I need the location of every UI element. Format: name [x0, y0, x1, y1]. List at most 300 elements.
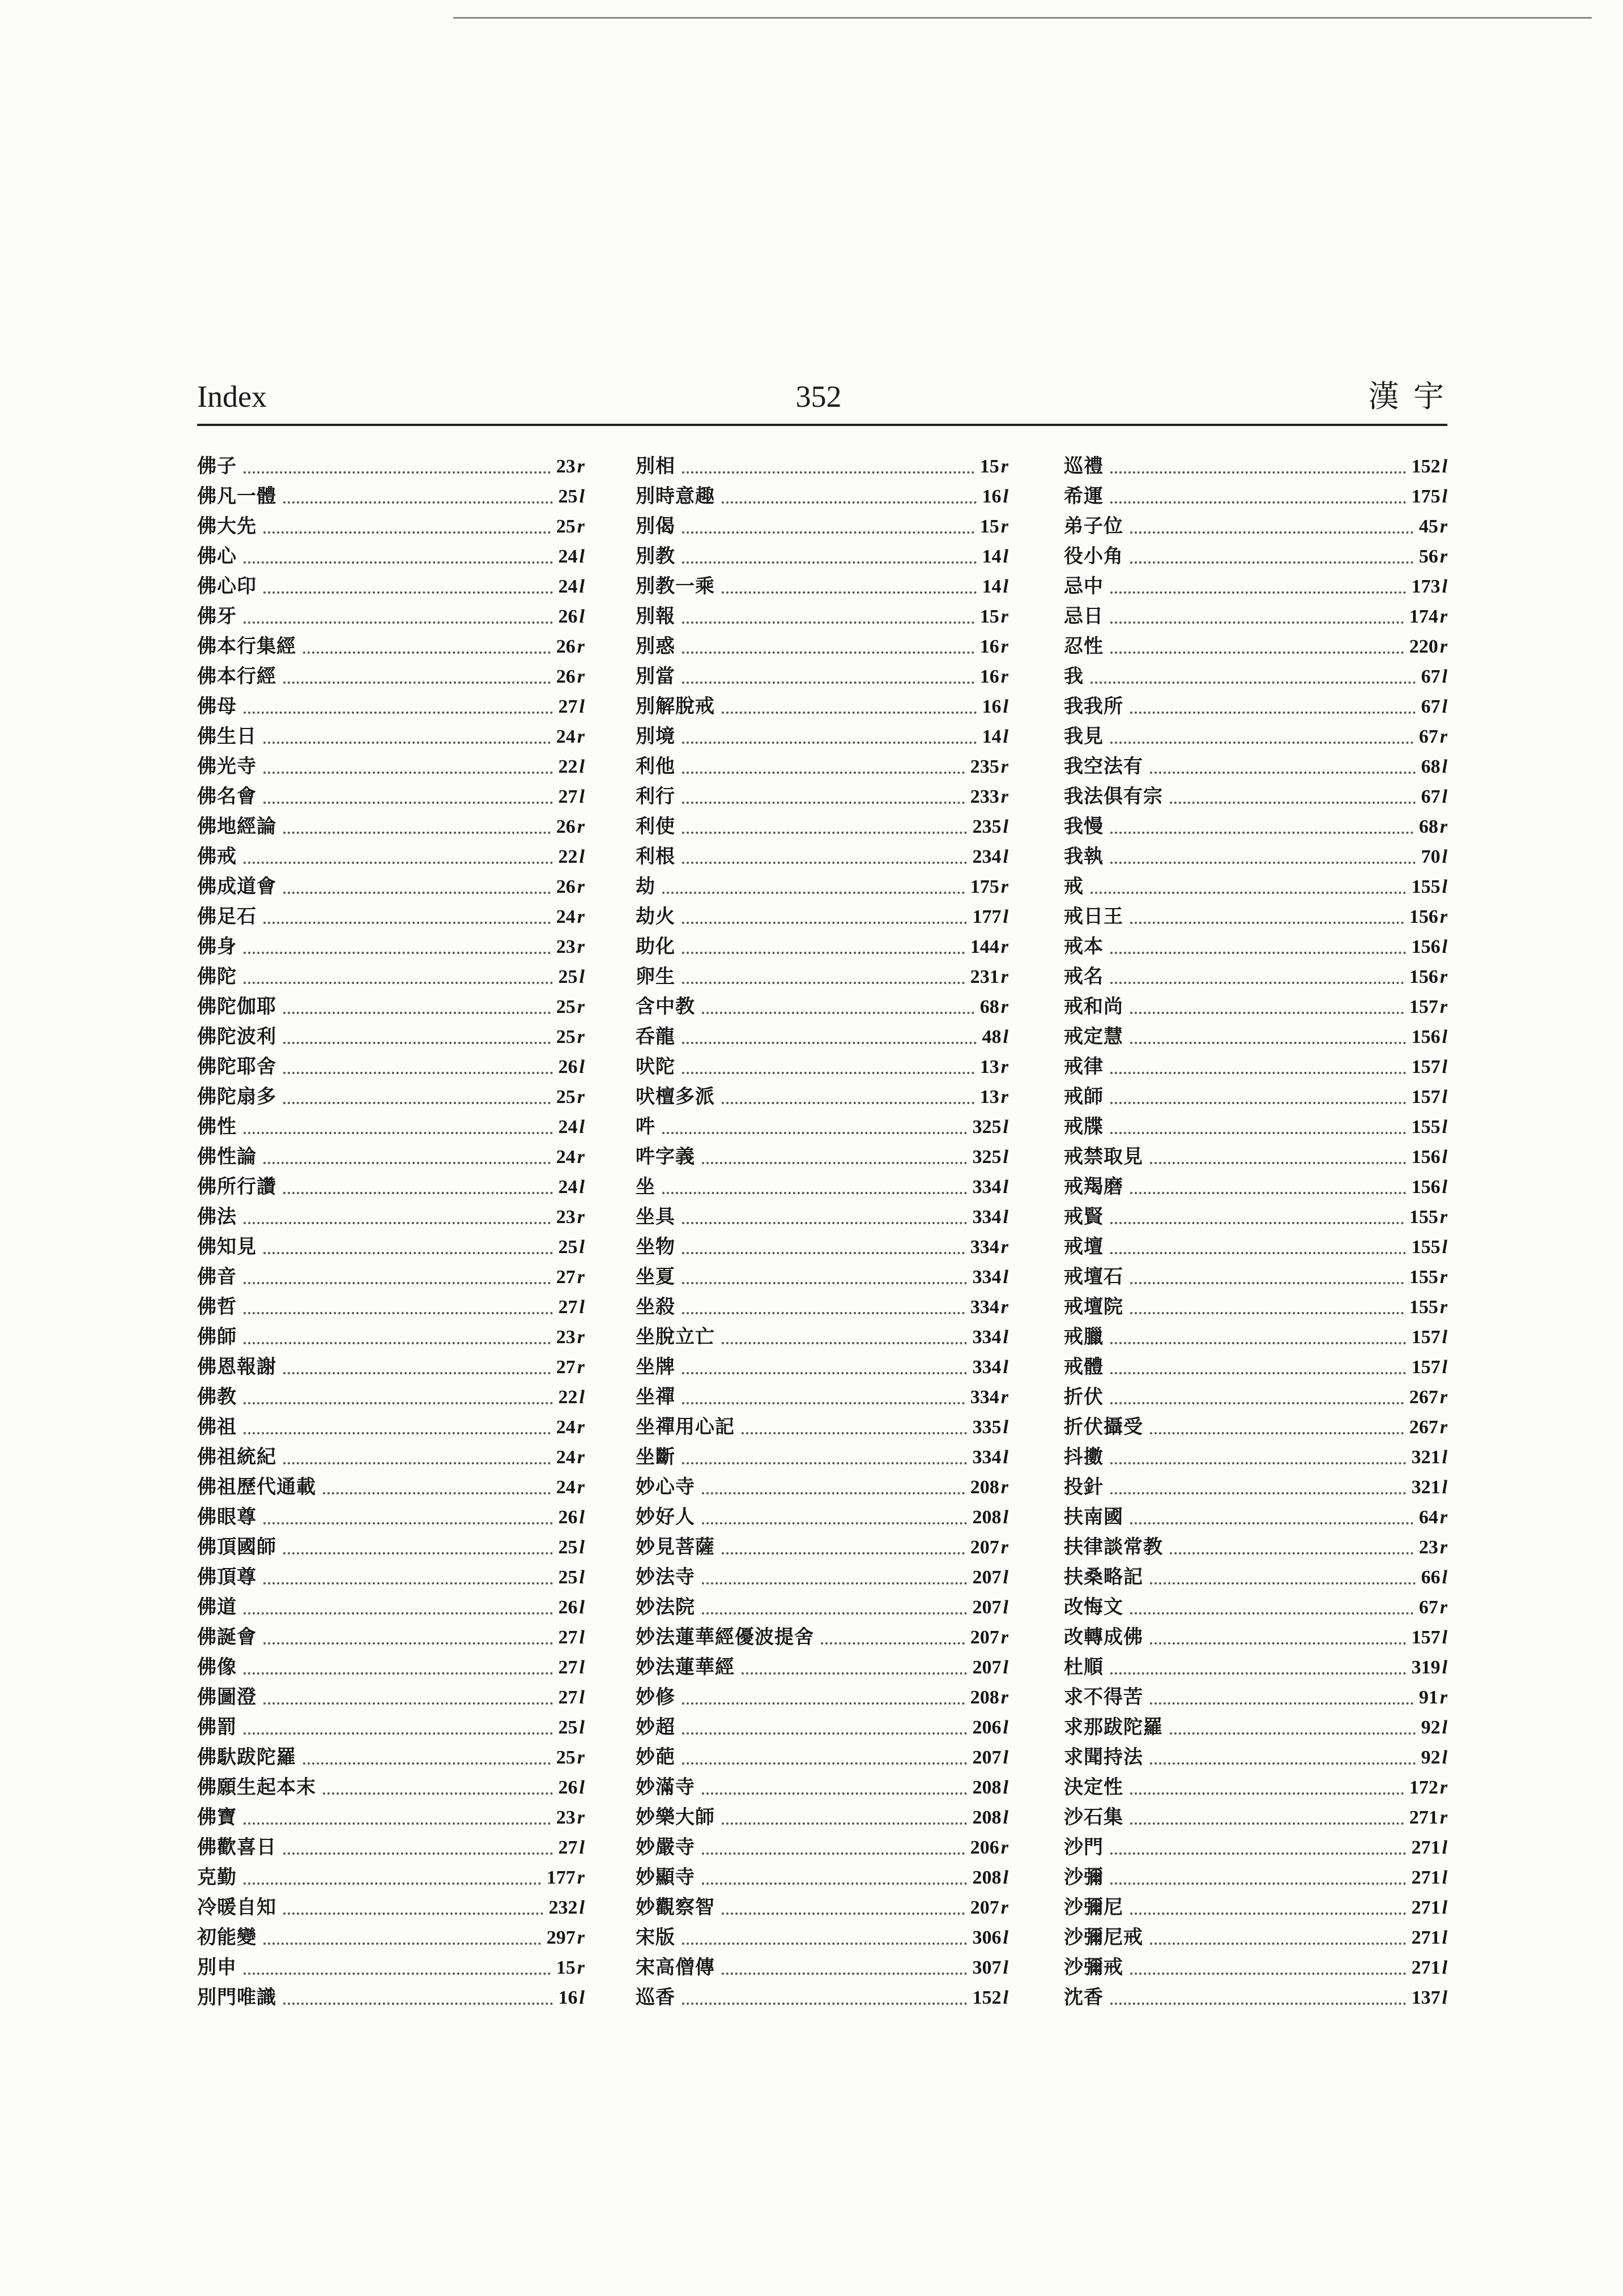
- entry-page-number: 23: [556, 456, 576, 477]
- dot-leader: [682, 802, 965, 804]
- entry-page-ref: [559, 1292, 585, 1322]
- entry-page-ref: [1412, 1833, 1447, 1863]
- entry-page-ref: [1412, 1112, 1447, 1142]
- entry-term: 求那跋陀羅: [1064, 1716, 1163, 1739]
- entry-page-ref: [980, 1082, 1008, 1112]
- dot-leader: [682, 1042, 977, 1044]
- index-entry: [636, 1713, 1008, 1743]
- entry-page-ref: [1412, 1652, 1447, 1682]
- index-column-1: [197, 451, 585, 2015]
- entry-page-number: 177: [546, 1867, 576, 1888]
- entry-page-side: r: [577, 936, 585, 957]
- index-entry: [1064, 1352, 1447, 1382]
- entry-term: 佛音: [197, 1266, 237, 1288]
- index-entry: [636, 872, 1008, 902]
- entry-page-ref: [980, 662, 1008, 692]
- index-entry: [636, 1202, 1008, 1232]
- index-entry: [636, 482, 1008, 512]
- dot-leader: [682, 1312, 965, 1314]
- entry-page-number: 24: [556, 1417, 576, 1438]
- entry-term: 佛生日: [197, 725, 257, 748]
- entry-page-number: 24: [556, 1147, 576, 1168]
- entry-page-ref: [1412, 1472, 1447, 1502]
- entry-page-side: l: [579, 1507, 585, 1528]
- dot-leader: [1130, 1192, 1406, 1194]
- entry-page-number: 67: [1421, 696, 1441, 717]
- entry-term: 佛陀伽耶: [197, 995, 276, 1018]
- entry-page-number: 24: [556, 1447, 576, 1468]
- index-entry: [197, 1502, 585, 1532]
- dot-leader: [682, 531, 974, 534]
- entry-page-side: r: [1000, 1897, 1008, 1918]
- entry-term: 佛戒: [197, 845, 237, 868]
- entry-page-ref: [556, 1803, 585, 1833]
- index-entry: [636, 1682, 1008, 1713]
- index-entry: [197, 1142, 585, 1172]
- entry-term: 坐夏: [636, 1266, 675, 1288]
- entry-term: 佛祖統紀: [197, 1446, 276, 1468]
- entry-page-number: 271: [1409, 1807, 1438, 1828]
- dot-leader: [682, 2003, 967, 2005]
- dot-leader: [1130, 1912, 1406, 1915]
- dot-leader: [682, 1402, 965, 1404]
- entry-page-side: r: [577, 1327, 585, 1348]
- entry-term: 妙好人: [636, 1506, 695, 1528]
- entry-page-number: 25: [556, 1747, 576, 1768]
- entry-term: 求聞持法: [1064, 1746, 1143, 1769]
- dot-leader: [244, 982, 553, 984]
- entry-term: 佛師: [197, 1326, 237, 1348]
- entry-page-ref: [559, 1112, 585, 1142]
- index-entry: [1064, 572, 1447, 602]
- entry-term: 宋高僧傳: [636, 1956, 715, 1979]
- index-entry: [1064, 1923, 1447, 1953]
- entry-page-number: 92: [1421, 1747, 1441, 1768]
- dot-leader: [682, 681, 974, 684]
- dot-leader: [1130, 1973, 1406, 1975]
- entry-term: 妙樂大師: [636, 1806, 715, 1829]
- entry-page-number: 297: [546, 1927, 576, 1948]
- dot-leader: [1170, 1732, 1416, 1735]
- entry-page-ref: [1412, 1442, 1447, 1472]
- entry-term: 佛像: [197, 1656, 237, 1679]
- entry-page-ref: [556, 902, 585, 932]
- entry-term: 我空法有: [1064, 755, 1143, 778]
- index-entry: [636, 782, 1008, 812]
- entry-page-side: l: [579, 786, 585, 807]
- entry-term: 沙石集: [1064, 1806, 1123, 1829]
- entry-page-side: l: [1442, 846, 1447, 867]
- entry-page-ref: [559, 1532, 585, 1562]
- entry-page-number: 27: [558, 786, 578, 807]
- entry-term: 沙彌戒: [1064, 1956, 1123, 1979]
- entry-page-side: r: [577, 1026, 585, 1047]
- entry-term: 戒定慧: [1064, 1025, 1123, 1048]
- entry-page-ref: [970, 932, 1008, 962]
- index-entry: [197, 451, 585, 482]
- entry-page-side: l: [1003, 576, 1008, 597]
- entry-term: 坐脫立亡: [636, 1326, 715, 1348]
- entry-page-ref: [982, 542, 1008, 572]
- entry-term: 佛祖: [197, 1416, 237, 1438]
- entry-page-ref: [556, 1262, 585, 1292]
- entry-page-side: r: [1439, 1537, 1447, 1558]
- entry-page-number: 334: [972, 1447, 1002, 1468]
- entry-page-ref: [980, 992, 1008, 1022]
- entry-page-ref: [1412, 1352, 1447, 1382]
- entry-page-number: 24: [556, 906, 576, 927]
- entry-page-side: l: [579, 1387, 585, 1408]
- entry-page-number: 155: [1411, 1237, 1441, 1258]
- entry-page-ref: [973, 1803, 1008, 1833]
- header-rule: [197, 424, 1447, 426]
- entry-page-side: l: [1442, 936, 1447, 957]
- dot-leader: [303, 1762, 551, 1765]
- entry-page-number: 155: [1409, 1297, 1438, 1318]
- index-entry: [636, 1112, 1008, 1142]
- dot-leader: [283, 2003, 553, 2005]
- entry-page-ref: [1419, 1532, 1447, 1562]
- entry-term: 別解脫戒: [636, 695, 715, 718]
- entry-term: 忍性: [1064, 635, 1104, 658]
- dot-leader: [1130, 922, 1404, 924]
- index-entry: [197, 1893, 585, 1923]
- entry-page-number: 307: [972, 1957, 1002, 1978]
- entry-page-ref: [1412, 932, 1447, 962]
- entry-page-number: 207: [970, 1537, 999, 1558]
- dot-leader: [244, 471, 551, 474]
- index-entry: [636, 722, 1008, 752]
- entry-page-side: l: [1442, 696, 1447, 717]
- entry-page-ref: [556, 1082, 585, 1112]
- entry-term: 佛陀扇多: [197, 1085, 276, 1108]
- index-entry: [1064, 1322, 1447, 1352]
- entry-page-side: l: [1003, 1447, 1008, 1468]
- dot-leader: [263, 1582, 553, 1584]
- entry-page-ref: [556, 512, 585, 542]
- dot-leader: [1110, 1672, 1406, 1675]
- entry-term: 戒名: [1064, 965, 1104, 988]
- index-entry: [197, 1923, 585, 1953]
- entry-page-ref: [559, 1713, 585, 1743]
- entry-page-ref: [556, 1202, 585, 1232]
- entry-term: 戒: [1064, 875, 1084, 898]
- entry-page-number: 13: [979, 1087, 999, 1107]
- dot-leader: [702, 1792, 967, 1795]
- entry-term: 別門唯識: [197, 1986, 276, 2009]
- entry-page-side: r: [1439, 546, 1447, 567]
- index-entry: [636, 1622, 1008, 1652]
- entry-page-side: r: [577, 1267, 585, 1288]
- entry-term: 役小角: [1064, 545, 1123, 568]
- index-entry: [1064, 1863, 1447, 1893]
- entry-page-number: 14: [982, 726, 1002, 747]
- entry-page-side: l: [1003, 1657, 1008, 1678]
- entry-term: 佛頂國師: [197, 1536, 276, 1558]
- index-column-3: [1064, 451, 1447, 2015]
- entry-page-ref: [1409, 1202, 1447, 1232]
- entry-page-number: 231: [970, 966, 999, 987]
- entry-page-number: 26: [556, 816, 576, 837]
- dot-leader: [1110, 1072, 1406, 1074]
- entry-page-number: 334: [972, 1327, 1002, 1348]
- entry-page-number: 157: [1411, 1087, 1441, 1107]
- dot-leader: [1130, 1822, 1404, 1825]
- index-entry: [636, 1773, 1008, 1803]
- index-entry: [197, 782, 585, 812]
- entry-page-ref: [547, 1863, 585, 1893]
- index-entry: [636, 1983, 1008, 2013]
- dot-leader: [1130, 1042, 1406, 1044]
- dot-leader: [1110, 832, 1413, 834]
- entry-page-number: 16: [979, 666, 999, 687]
- entry-term: 妙滿寺: [636, 1776, 695, 1799]
- index-entry: [197, 932, 585, 962]
- entry-term: 扶桑略記: [1064, 1566, 1143, 1588]
- entry-page-ref: [1421, 1743, 1447, 1773]
- entry-page-side: r: [1000, 936, 1008, 957]
- entry-term: 戒和尚: [1064, 995, 1123, 1018]
- entry-term: 佛頂尊: [197, 1566, 257, 1588]
- index-entry: [197, 1352, 585, 1382]
- entry-page-ref: [1409, 1262, 1447, 1292]
- entry-page-side: r: [1000, 1297, 1008, 1318]
- entry-page-number: 156: [1409, 906, 1438, 927]
- dot-leader: [682, 1282, 967, 1284]
- entry-page-side: l: [579, 1627, 585, 1648]
- entry-term: 佛心: [197, 545, 237, 568]
- dot-leader: [263, 1943, 541, 1945]
- index-entry: [1064, 1382, 1447, 1412]
- entry-page-side: r: [577, 876, 585, 897]
- entry-page-ref: [973, 1773, 1008, 1803]
- dot-leader: [263, 1702, 553, 1705]
- entry-page-side: r: [1000, 636, 1008, 657]
- entry-page-side: l: [1442, 1657, 1447, 1678]
- entry-page-side: r: [577, 1927, 585, 1948]
- entry-page-side: r: [577, 816, 585, 837]
- entry-page-ref: [1412, 1052, 1447, 1082]
- entry-page-ref: [559, 1382, 585, 1412]
- index-entry: [636, 932, 1008, 962]
- entry-page-side: r: [1439, 1297, 1447, 1318]
- entry-page-number: 156: [1411, 936, 1441, 957]
- entry-term: 妙超: [636, 1716, 675, 1739]
- entry-page-side: l: [1442, 1957, 1447, 1978]
- entry-term: 改悔文: [1064, 1596, 1123, 1618]
- index-entry: [197, 872, 585, 902]
- index-entry: [197, 1382, 585, 1412]
- entry-page-number: 271: [1411, 1897, 1441, 1918]
- dot-leader: [702, 1522, 967, 1524]
- dot-leader: [1110, 1372, 1406, 1374]
- entry-page-number: 25: [556, 1087, 576, 1107]
- index-entry: [636, 1052, 1008, 1082]
- entry-page-side: r: [1439, 1687, 1447, 1708]
- entry-page-side: r: [1439, 996, 1447, 1017]
- dot-leader: [244, 1822, 551, 1825]
- dot-leader: [1170, 1552, 1413, 1554]
- entry-page-number: 155: [1411, 1117, 1441, 1138]
- entry-term: 佛道: [197, 1596, 237, 1618]
- entry-page-ref: [559, 1833, 585, 1863]
- entry-term: 佛罰: [197, 1716, 237, 1739]
- entry-term: 巡香: [636, 1986, 675, 2009]
- entry-page-side: l: [579, 1687, 585, 1708]
- entry-page-ref: [970, 1833, 1008, 1863]
- dot-leader: [244, 1672, 553, 1675]
- entry-page-number: 334: [970, 1237, 999, 1258]
- dot-leader: [244, 1402, 553, 1404]
- entry-page-side: l: [1442, 576, 1447, 597]
- entry-page-ref: [1412, 1893, 1447, 1923]
- entry-page-side: l: [1003, 546, 1008, 567]
- index-entry: [636, 992, 1008, 1022]
- entry-term: 妙觀察智: [636, 1896, 715, 1919]
- entry-term: 吽: [636, 1115, 655, 1138]
- dot-leader: [682, 621, 974, 624]
- entry-term: 利根: [636, 845, 675, 868]
- entry-page-ref: [973, 1502, 1008, 1532]
- entry-page-side: l: [1442, 1447, 1447, 1468]
- entry-page-ref: [556, 1743, 585, 1773]
- index-entry: [1064, 782, 1447, 812]
- entry-page-number: 27: [558, 1627, 578, 1648]
- entry-page-ref: [547, 1923, 585, 1953]
- entry-term: 弟子位: [1064, 515, 1123, 538]
- entry-term: 戒牒: [1064, 1115, 1104, 1138]
- entry-page-side: r: [577, 996, 585, 1017]
- entry-page-number: 66: [1421, 1567, 1441, 1588]
- entry-page-number: 15: [979, 516, 999, 537]
- entry-term: 求不得苦: [1064, 1686, 1143, 1709]
- entry-term: 宋版: [636, 1926, 675, 1949]
- index-entry: [197, 1743, 585, 1773]
- entry-page-side: l: [1442, 1057, 1447, 1077]
- entry-page-ref: [1412, 1953, 1447, 1983]
- index-entry: [636, 1142, 1008, 1172]
- entry-page-number: 207: [972, 1597, 1002, 1618]
- entry-page-ref: [1412, 1983, 1447, 2013]
- entry-page-side: r: [577, 1147, 585, 1168]
- index-entry: [636, 1412, 1008, 1442]
- entry-page-ref: [973, 1953, 1008, 1983]
- entry-page-ref: [973, 842, 1008, 872]
- index-entry: [197, 812, 585, 842]
- entry-term: 戒臘: [1064, 1326, 1104, 1348]
- dot-leader: [682, 1943, 967, 1945]
- entry-page-ref: [1412, 872, 1447, 902]
- index-entry: [1064, 1442, 1447, 1472]
- entry-page-number: 335: [972, 1417, 1002, 1438]
- dot-leader: [303, 651, 551, 654]
- dot-leader: [283, 1462, 551, 1464]
- entry-term: 沙彌尼戒: [1064, 1926, 1143, 1949]
- entry-term: 佛寶: [197, 1806, 237, 1829]
- entry-page-number: 25: [558, 1537, 578, 1558]
- entry-term: 妙修: [636, 1686, 675, 1709]
- entry-page-ref: [973, 1743, 1008, 1773]
- dot-leader: [244, 1612, 553, 1615]
- index-entry: [1064, 1142, 1447, 1172]
- entry-page-number: 27: [558, 696, 578, 717]
- entry-page-number: 25: [558, 1237, 578, 1258]
- entry-page-number: 14: [982, 546, 1002, 567]
- entry-term: 妙嚴寺: [636, 1836, 695, 1859]
- entry-page-number: 23: [556, 1327, 576, 1348]
- entry-page-ref: [559, 1652, 585, 1682]
- entry-page-ref: [556, 872, 585, 902]
- dot-leader: [1110, 591, 1406, 594]
- entry-term: 坐禪用心記: [636, 1416, 735, 1438]
- entry-page-side: l: [1442, 1627, 1447, 1648]
- entry-page-side: l: [579, 1537, 585, 1558]
- entry-page-side: r: [577, 1417, 585, 1438]
- index-entry: [197, 1592, 585, 1622]
- entry-page-number: 67: [1421, 786, 1441, 807]
- entry-page-side: l: [1003, 1867, 1008, 1888]
- entry-page-side: l: [1442, 1026, 1447, 1047]
- dot-leader: [1130, 1012, 1404, 1014]
- entry-page-side: r: [1439, 966, 1447, 987]
- entry-page-ref: [1412, 1082, 1447, 1112]
- entry-page-number: 271: [1411, 1927, 1441, 1948]
- entry-page-number: 27: [558, 1297, 578, 1318]
- dot-leader: [283, 892, 551, 894]
- dot-leader: [283, 1072, 553, 1074]
- entry-term: 佛誕會: [197, 1626, 257, 1648]
- entry-page-side: l: [1442, 1717, 1447, 1738]
- entry-page-ref: [1409, 1412, 1447, 1442]
- entry-term: 冷暖自知: [197, 1896, 276, 1919]
- index-entry: [636, 451, 1008, 482]
- index-entry: [1064, 1833, 1447, 1863]
- index-column-2: [636, 451, 1008, 2015]
- dot-leader: [1110, 952, 1406, 954]
- entry-term: 戒師: [1064, 1085, 1104, 1108]
- index-entry: [636, 1352, 1008, 1382]
- index-entry: [197, 1472, 585, 1502]
- dot-leader: [1110, 1252, 1406, 1254]
- index-entry: [197, 1652, 585, 1682]
- entry-page-number: 56: [1418, 546, 1438, 567]
- entry-page-side: r: [577, 516, 585, 537]
- entry-page-number: 25: [558, 486, 578, 507]
- index-entry: [1064, 1202, 1447, 1232]
- entry-page-ref: [556, 1142, 585, 1172]
- index-entry: [636, 1472, 1008, 1502]
- entry-term: 抖擻: [1064, 1446, 1104, 1468]
- dot-leader: [722, 1102, 974, 1104]
- entry-page-ref: [559, 1592, 585, 1622]
- entry-page-side: r: [577, 1477, 585, 1498]
- entry-page-side: l: [579, 1297, 585, 1318]
- index-entry: [1064, 1262, 1447, 1292]
- entry-page-number: 306: [972, 1927, 1002, 1948]
- entry-page-ref: [970, 1472, 1008, 1502]
- entry-page-side: l: [1442, 1117, 1447, 1138]
- entry-page-ref: [1412, 1322, 1447, 1352]
- entry-page-side: r: [1000, 516, 1008, 537]
- entry-term: 佛哲: [197, 1296, 237, 1318]
- index-entry: [636, 1022, 1008, 1052]
- entry-page-number: 68: [1418, 816, 1438, 837]
- index-entry: [1064, 752, 1447, 782]
- entry-page-side: l: [1003, 846, 1008, 867]
- entry-page-ref: [982, 572, 1008, 602]
- index-entry: [197, 632, 585, 662]
- entry-page-side: r: [1439, 516, 1447, 537]
